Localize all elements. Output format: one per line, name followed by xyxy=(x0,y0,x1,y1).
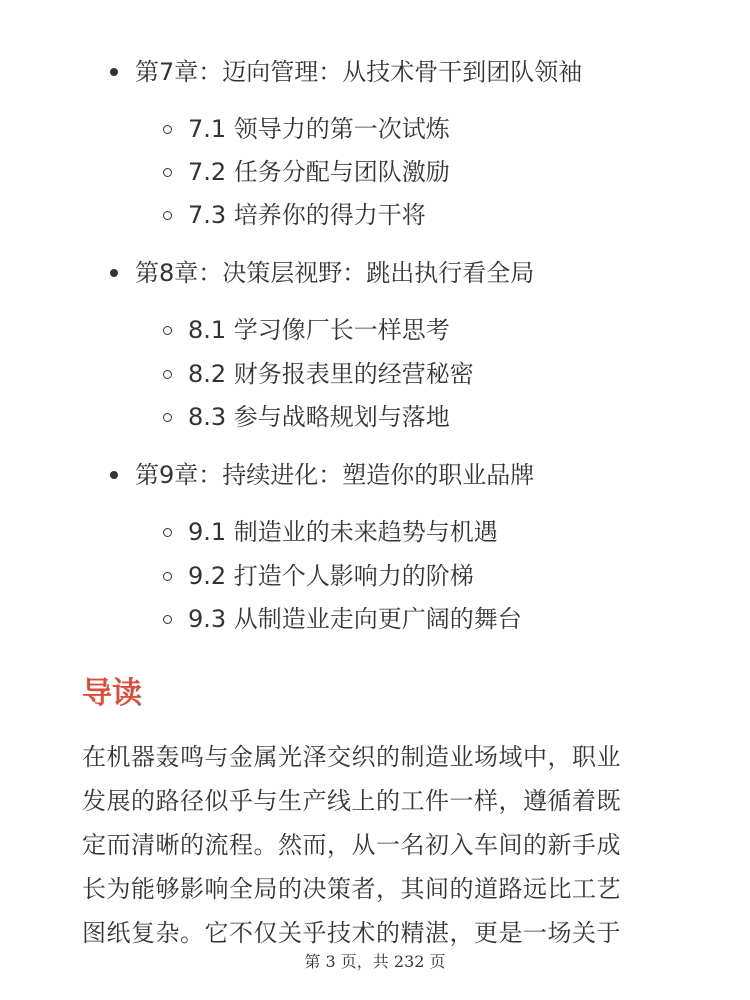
page-number: 第 3 页，共 232 页 xyxy=(304,952,446,971)
toc-section-8-3[interactable] xyxy=(163,397,450,437)
bullet-icon xyxy=(110,68,118,76)
section-label: 7.3 培养你的得力干将 xyxy=(188,201,426,229)
paragraph-line: 发展的路径似乎与生产线上的工件一样，遵循着既 xyxy=(82,787,621,815)
circle-bullet-icon xyxy=(163,413,172,422)
toc-chapter-9[interactable] xyxy=(110,455,534,495)
chapter-label: 第8章：决策层视野：跳出执行看全局 xyxy=(135,259,535,287)
paragraph-line: 在机器轰鸣与金属光泽交织的制造业场域中，职业 xyxy=(82,743,621,771)
chapter-label: 第7章：迈向管理：从技术骨干到团队领袖 xyxy=(135,58,583,86)
section-label: 8.2 财务报表里的经营秘密 xyxy=(188,360,474,388)
toc-section-9-2[interactable] xyxy=(163,556,474,596)
toc-section-9-3[interactable] xyxy=(163,599,522,639)
section-label: 8.1 学习像厂长一样思考 xyxy=(188,316,450,344)
circle-bullet-icon xyxy=(163,326,172,335)
bullet-icon xyxy=(110,269,118,277)
section-label: 7.1 领导力的第一次试炼 xyxy=(188,115,450,143)
circle-bullet-icon xyxy=(163,211,172,220)
circle-bullet-icon xyxy=(163,370,172,379)
section-label: 7.2 任务分配与团队激励 xyxy=(188,158,450,186)
bullet-icon xyxy=(110,471,118,479)
intro-heading: 导读 xyxy=(82,676,142,711)
intro-paragraph xyxy=(82,735,682,955)
circle-bullet-icon xyxy=(163,125,172,134)
section-label: 8.3 参与战略规划与落地 xyxy=(188,403,450,431)
paragraph-line: 长为能够影响全局的决策者，其间的道路远比工艺 xyxy=(82,875,621,903)
toc-section-7-3[interactable] xyxy=(163,195,426,235)
toc-section-7-2[interactable] xyxy=(163,152,450,192)
circle-bullet-icon xyxy=(163,528,172,537)
section-label: 9.1 制造业的未来趋势与机遇 xyxy=(188,518,498,546)
section-label: 9.3 从制造业走向更广阔的舞台 xyxy=(188,605,522,633)
toc-section-9-1[interactable] xyxy=(163,512,498,552)
circle-bullet-icon xyxy=(163,168,172,177)
circle-bullet-icon xyxy=(163,615,172,624)
toc-section-8-2[interactable] xyxy=(163,354,474,394)
toc-chapter-8[interactable] xyxy=(110,253,534,293)
paragraph-line: 定而清晰的流程。然而，从一名初入车间的新手成 xyxy=(82,831,621,859)
toc-section-7-1[interactable] xyxy=(163,109,450,149)
section-label: 9.2 打造个人影响力的阶梯 xyxy=(188,562,474,590)
circle-bullet-icon xyxy=(163,572,172,581)
paragraph-line: 图纸复杂。它不仅关乎技术的精湛，更是一场关于 xyxy=(82,919,621,947)
chapter-label: 第9章：持续进化：塑造你的职业品牌 xyxy=(135,461,535,489)
toc-chapter-7[interactable] xyxy=(110,52,582,92)
toc-section-8-1[interactable] xyxy=(163,310,450,350)
